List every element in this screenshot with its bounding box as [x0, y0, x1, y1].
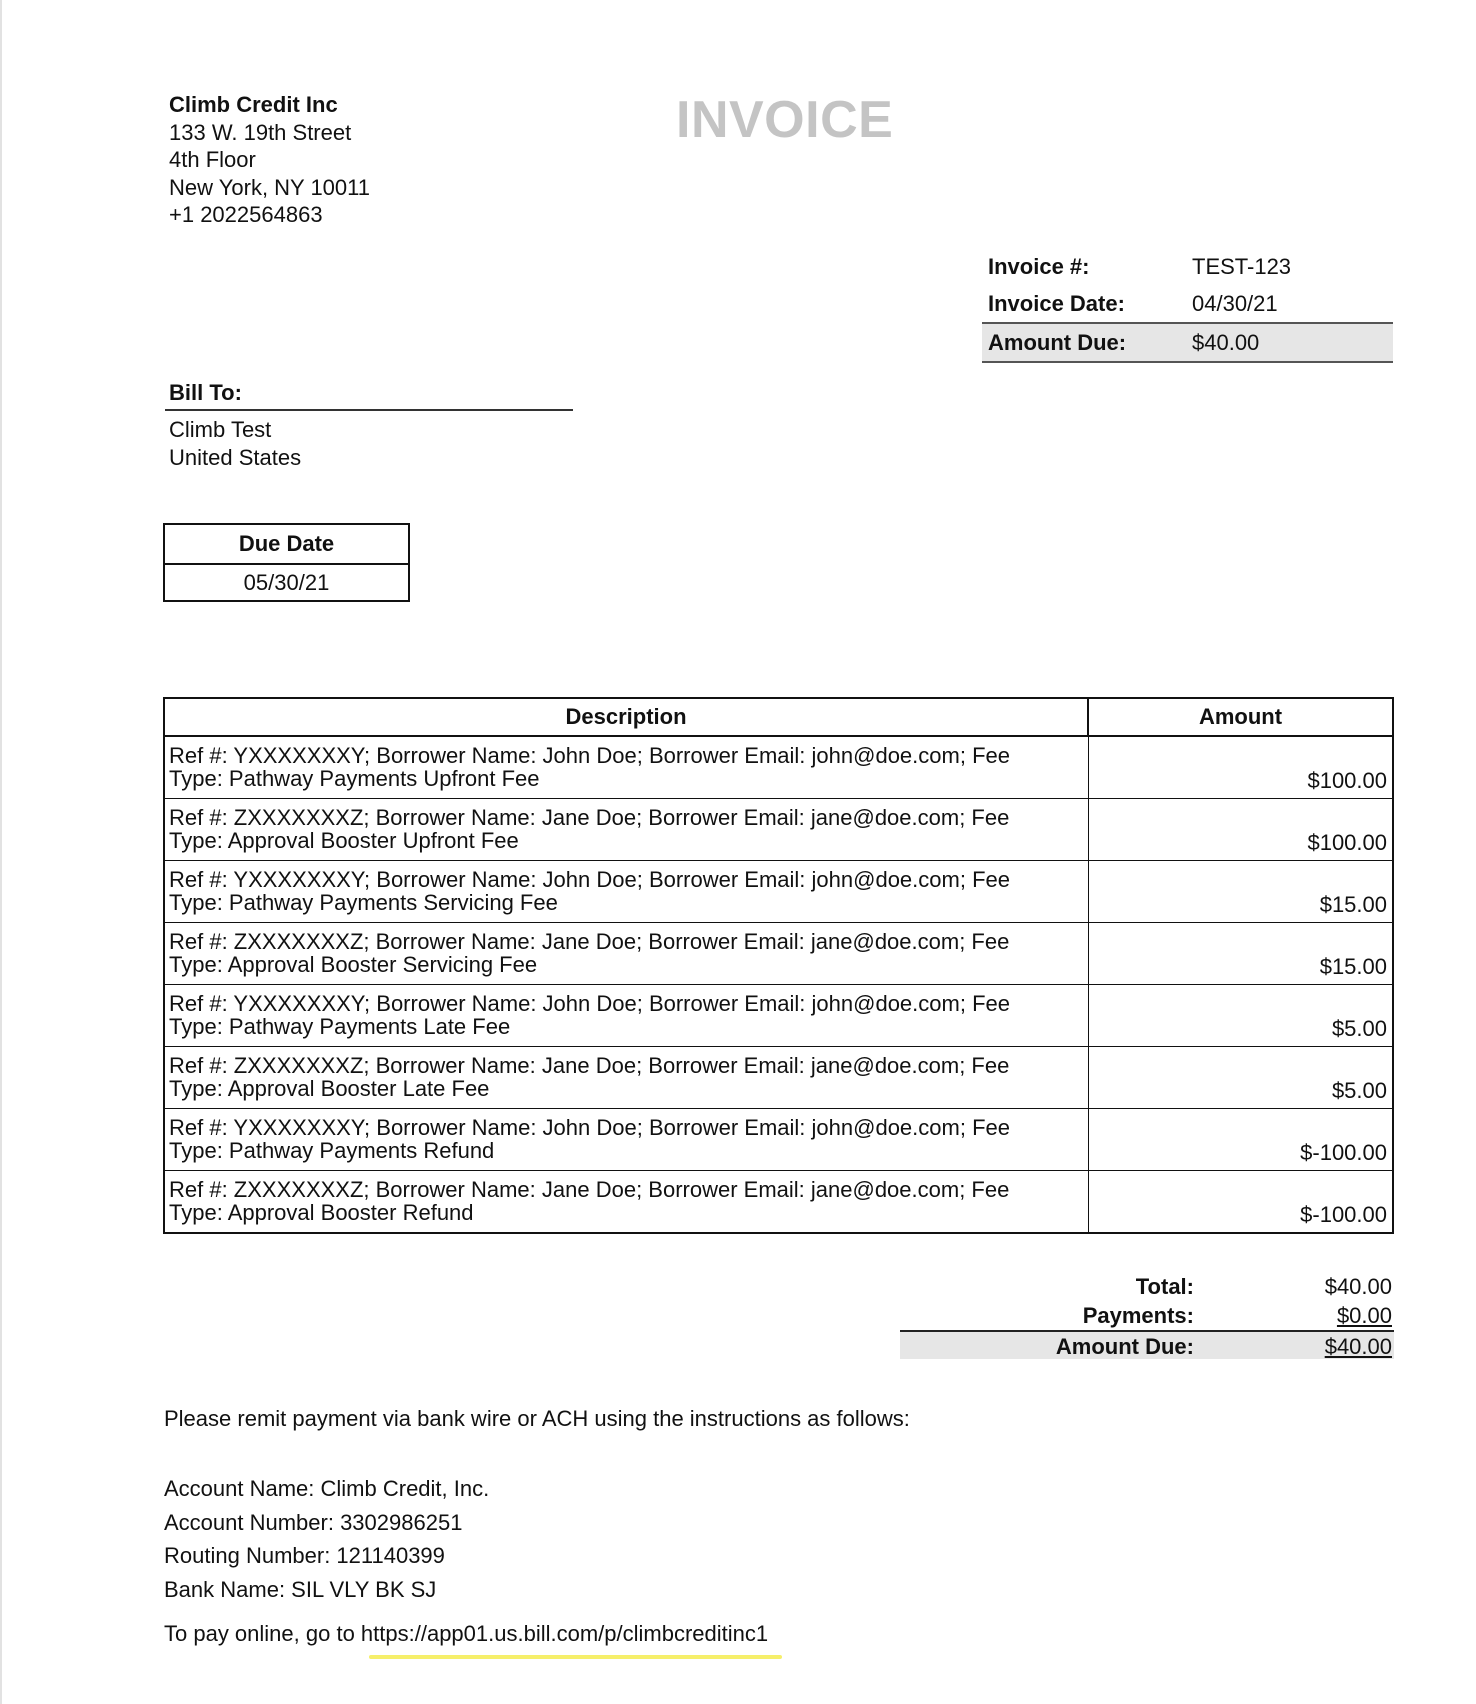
invoice-meta-table	[982, 248, 1393, 363]
bank-details	[164, 1472, 489, 1606]
company-address-block	[169, 91, 370, 229]
line-item-amount: $100.00	[1088, 799, 1393, 861]
description-line-2: Type: Approval Booster Refund	[169, 1199, 474, 1225]
line-items-table	[163, 697, 1394, 1234]
line-item-description	[164, 923, 1088, 985]
company-address-line-2: 4th Floor	[169, 147, 256, 172]
amount-due-row	[982, 323, 1393, 362]
invoice-number-value: TEST-123	[1192, 253, 1292, 279]
bill-to-address	[169, 416, 301, 472]
table-row	[164, 736, 1393, 799]
total-label: Total:	[1135, 1274, 1194, 1299]
totals-amount-due-value: $40.00	[1324, 1334, 1392, 1359]
description-line-1: Ref #: YXXXXXXXY; Borrower Name: John Doe; Borrower Email: john@doe.com; Fee	[169, 743, 1010, 768]
due-date-box	[163, 523, 410, 602]
payments-value: $0.00	[1336, 1303, 1392, 1328]
description-column-header: Description	[164, 698, 1088, 736]
company-city-state-zip: New York, NY 10011	[169, 174, 370, 200]
line-item-description	[164, 799, 1088, 861]
payments-row	[900, 1301, 1394, 1330]
line-item-amount: $100.00	[1088, 736, 1393, 799]
bill-to-divider	[165, 409, 573, 411]
line-item-description	[164, 1047, 1088, 1109]
company-name: Climb Credit Inc	[169, 92, 338, 117]
line-item-amount: $15.00	[1088, 923, 1393, 985]
invoice-date-label: Invoice Date:	[988, 290, 1125, 316]
amount-due-label: Amount Due:	[982, 323, 1186, 362]
description-line-1: Ref #: ZXXXXXXXZ; Borrower Name: Jane Doe; Borrower Email: jane@doe.com; Fee	[169, 1177, 1010, 1202]
line-item-description	[164, 985, 1088, 1047]
description-line-2: Type: Pathway Payments Servicing Fee	[169, 889, 558, 915]
totals-amount-due-label: Amount Due:	[1055, 1334, 1194, 1359]
amount-column-header: Amount	[1088, 698, 1393, 736]
link-highlight	[369, 1655, 782, 1659]
due-date-label: Due Date	[165, 525, 408, 565]
account-number: Account Number: 3302986251	[164, 1509, 463, 1535]
payments-label: Payments:	[1082, 1303, 1194, 1328]
table-row	[164, 1171, 1393, 1234]
table-row	[164, 799, 1393, 861]
due-date-value: 05/30/21	[243, 570, 330, 595]
table-row	[164, 985, 1393, 1047]
line-item-amount: $5.00	[1088, 985, 1393, 1047]
amount-due-value: $40.00	[1186, 323, 1393, 362]
totals-amount-due-row	[900, 1330, 1394, 1359]
description-line-2: Type: Pathway Payments Late Fee	[169, 1013, 511, 1039]
line-item-amount: $-100.00	[1088, 1171, 1393, 1234]
table-row	[164, 1047, 1393, 1109]
total-value: $40.00	[1324, 1274, 1392, 1299]
table-row	[164, 923, 1393, 985]
table-row	[164, 861, 1393, 923]
line-item-amount: $5.00	[1088, 1047, 1393, 1109]
total-row	[900, 1272, 1394, 1301]
page-edge	[0, 0, 2, 1704]
table-row	[164, 1109, 1393, 1171]
line-item-description	[164, 861, 1088, 923]
description-line-1: Ref #: ZXXXXXXXZ; Borrower Name: Jane Doe; Borrower Email: jane@doe.com; Fee	[169, 1053, 1010, 1078]
invoice-date-row	[982, 285, 1393, 323]
bill-to-name: Climb Test	[169, 417, 272, 442]
routing-number: Routing Number: 121140399	[164, 1543, 445, 1568]
bill-to-country: United States	[169, 445, 302, 470]
account-name: Account Name: Climb Credit, Inc.	[164, 1476, 490, 1501]
bill-to-label: Bill To:	[169, 380, 242, 405]
invoice-number-label: Invoice #:	[988, 253, 1090, 279]
invoice-number-row	[982, 248, 1393, 285]
line-item-amount: $-100.00	[1088, 1109, 1393, 1171]
description-line-2: Type: Approval Booster Servicing Fee	[169, 951, 538, 977]
description-line-2: Type: Approval Booster Upfront Fee	[169, 827, 519, 853]
pay-online-line	[164, 1621, 768, 1647]
pay-online-link[interactable]: https://app01.us.bill.com/p/climbcreditinc1	[360, 1621, 769, 1646]
line-item-description	[164, 736, 1088, 799]
description-line-1: Ref #: ZXXXXXXXZ; Borrower Name: Jane Doe; Borrower Email: jane@doe.com; Fee	[169, 929, 1010, 954]
payment-instructions: Please remit payment via bank wire or ACH using the instructions as follows:	[164, 1406, 910, 1431]
description-line-1: Ref #: YXXXXXXXY; Borrower Name: John Doe; Borrower Email: john@doe.com; Fee	[169, 991, 1010, 1016]
invoice-date-value: 04/30/21	[1192, 290, 1278, 316]
line-item-description	[164, 1109, 1088, 1171]
description-line-1: Ref #: YXXXXXXXY; Borrower Name: John Doe; Borrower Email: john@doe.com; Fee	[169, 867, 1010, 892]
line-item-amount: $15.00	[1088, 861, 1393, 923]
totals-block	[900, 1272, 1394, 1359]
line-item-description	[164, 1171, 1088, 1234]
line-items-header-row	[164, 698, 1393, 736]
company-phone: +1 2022564863	[169, 202, 323, 227]
pay-online-prefix: To pay online, go to	[164, 1621, 361, 1646]
description-line-1: Ref #: YXXXXXXXY; Borrower Name: John Doe; Borrower Email: john@doe.com; Fee	[169, 1115, 1010, 1140]
description-line-1: Ref #: ZXXXXXXXZ; Borrower Name: Jane Doe; Borrower Email: jane@doe.com; Fee	[169, 805, 1010, 830]
description-line-2: Type: Approval Booster Late Fee	[169, 1075, 490, 1101]
description-line-2: Type: Pathway Payments Upfront Fee	[169, 765, 540, 791]
page-title: INVOICE	[676, 91, 894, 149]
description-line-2: Type: Pathway Payments Refund	[169, 1137, 495, 1163]
bank-name: Bank Name: SIL VLY BK SJ	[164, 1576, 437, 1602]
company-address-line-1: 133 W. 19th Street	[169, 119, 352, 145]
